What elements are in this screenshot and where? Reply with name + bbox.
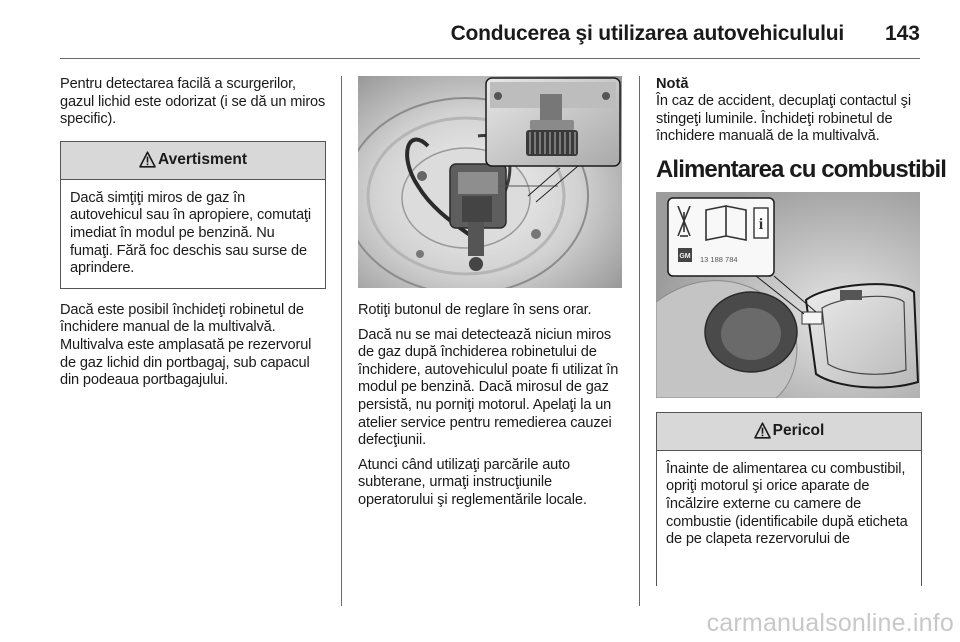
warning-title: Avertisment — [157, 151, 247, 169]
section-heading: Alimentarea cu combustibil — [656, 155, 947, 183]
danger-box-header — [657, 413, 921, 451]
danger-title: Pericol — [772, 422, 825, 440]
column-2-text — [358, 302, 624, 510]
column-2 — [358, 76, 624, 510]
warning-triangle-icon — [754, 422, 771, 439]
label-code: 13 188 784 — [700, 254, 738, 264]
page-number: 143 — [884, 22, 920, 45]
column-divider-1 — [341, 76, 342, 606]
svg-text:GM: GM — [679, 252, 691, 260]
page-header — [60, 18, 920, 60]
multivalve-photo — [358, 76, 622, 288]
warning-box-header — [61, 142, 325, 180]
col2-paragraph-2: Dacă nu se mai detectează niciun miros de gaz după închiderea robinetului de închidere, autovehiculul poate fi utilizat în modul pe benzină. Dacă mirosul de gaz persistă, nu porniţi motorul. Apelaţi la un atelier service pentru remedierea cauzei defecţiunii. — [358, 326, 619, 449]
col2-paragraph-1: Rotiţi butonul de reglare în sens orar. — [358, 302, 592, 318]
info-icon: i — [758, 215, 764, 233]
note-title: Notă — [656, 76, 689, 92]
danger-text: Înainte de alimentarea cu combustibil, opriţi motorul şi orice aparate de încălzire externe cu camere de combustie (identificabile după eticheta de pe clapeta rezervorului de — [666, 460, 908, 548]
note-text: În caz de accident, decuplaţi contactul şi stingeţi luminile. Închideţi robinetul de închidere manuală de la multivalvă. — [656, 93, 911, 145]
multivalve-illustration — [358, 76, 622, 288]
warning-triangle-icon — [139, 151, 156, 168]
warning-text: Dacă simţiţi miros de gaz în autovehicul sau în apropiere, comutaţi imediat în modul pe benzină. Nu fumaţi. Fără foc deschis sau surse de aprindere. — [70, 189, 311, 277]
danger-box — [656, 412, 922, 586]
fuel-flap-illustration — [656, 192, 920, 398]
multivalve-paragraph: Dacă este posibil închideţi robinetul de închidere manual de la multivalvă. Multivalva este amplasată pe rezervorul de gaz lichid din portbagaj, sub capacul din podeaua portbagajului. — [60, 301, 312, 389]
header-rule — [60, 58, 920, 59]
column-1 — [60, 76, 326, 390]
col2-paragraph-3: Atunci când utilizaţi parcările auto subterane, urmaţi instrucţiunile operatorului şi reglementările locale. — [358, 456, 587, 508]
column-divider-2 — [639, 76, 640, 606]
header-title: Conducerea şi utilizarea autovehiculului — [450, 22, 844, 45]
fuel-flap-photo — [656, 192, 920, 398]
column-3 — [656, 76, 947, 586]
warning-box — [60, 141, 326, 289]
note-block — [656, 76, 922, 146]
watermark: carmanualsonline.info — [706, 609, 954, 637]
intro-paragraph: Pentru detectarea facilă a scurgerilor, gazul lichid este odorizat (i se dă un miros specific). — [60, 76, 326, 128]
